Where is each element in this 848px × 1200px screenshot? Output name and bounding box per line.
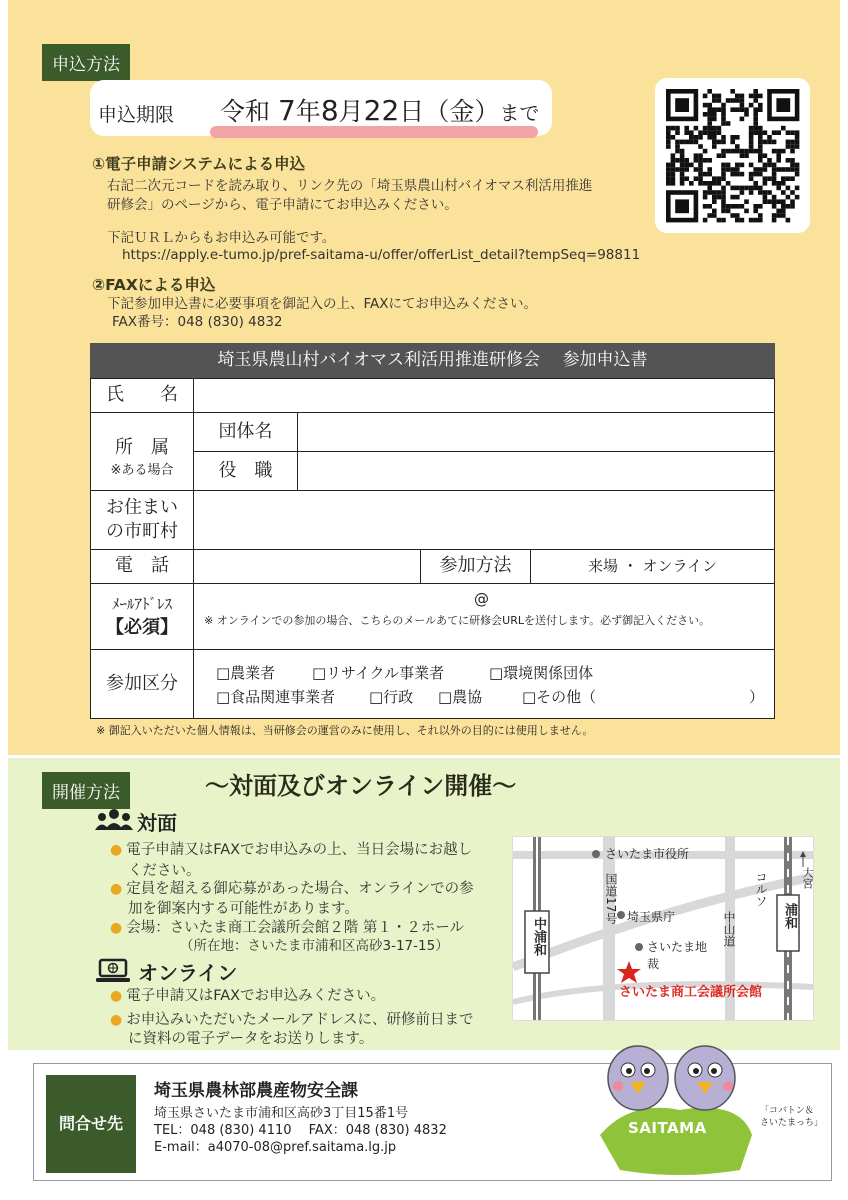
application-form	[90, 343, 775, 719]
position-field[interactable]	[297, 451, 775, 491]
inperson-item-1b: ください。	[128, 863, 201, 879]
form-title: 埼玉県農山村バイオマス利活用推進研修会 参加申込書	[90, 343, 775, 378]
online-title: オンライン	[138, 961, 238, 985]
method2-text: 下記参加申込書に必要事項を御記入の上、FAXにてお申込みください。	[107, 296, 538, 312]
map-naka-urawa: 中浦和	[531, 917, 546, 956]
deadline-month-unit: 月	[338, 97, 364, 126]
map-pref-office: 埼玉県庁	[627, 910, 676, 924]
event-headline: ～対面及びオンライン開催～	[205, 772, 517, 800]
online-item-2b: に資料の電子データをお送りします。	[128, 1031, 374, 1047]
map-urawa: 浦和	[782, 903, 797, 929]
affiliation-note: ※ある場合	[110, 463, 174, 478]
map-nakasendo: 中山道	[722, 911, 736, 947]
map-court: さいたま地裁	[647, 940, 708, 971]
mascot-caption-1: 「コバトン＆	[760, 1106, 814, 1116]
bullet-icon: ●	[110, 881, 123, 897]
contact-tag: 問合せ先	[46, 1075, 136, 1173]
bullet-icon: ●	[110, 842, 123, 858]
online-item-2	[110, 1010, 474, 1031]
name-label	[90, 378, 194, 413]
org-field[interactable]	[297, 412, 775, 452]
map-city-hall: さいたま市役所	[605, 847, 690, 861]
email-at-sign: @	[474, 590, 489, 608]
application-tag: 申込方法	[42, 44, 130, 81]
category-options	[193, 649, 775, 719]
phone-label	[90, 549, 194, 584]
contact-address: 埼玉県さいたま市浦和区高砂3丁目15番1号	[154, 1106, 409, 1121]
attend-method-options[interactable]	[530, 549, 775, 584]
inperson-item-1-text: 電子申請又はFAXでお申込みの上、当日会場にお越し	[126, 842, 473, 858]
deadline-month: 8	[320, 94, 339, 127]
category-agri[interactable]: □農業者	[216, 664, 276, 682]
deadline-label: 申込期限	[98, 104, 175, 126]
address-label-1: お住まい	[106, 497, 178, 518]
inperson-title: 対面	[137, 811, 177, 835]
event-tag: 開催方法	[42, 772, 130, 809]
contact-dept: 埼玉県農林部農産物安全課	[154, 1081, 358, 1101]
affiliation-label	[90, 412, 194, 491]
bullet-icon: ●	[110, 920, 123, 936]
inperson-item-2b: 加を御案内する可能性があります。	[128, 901, 359, 917]
phone-field[interactable]	[193, 549, 421, 584]
saitama-logo: SAITAMA	[628, 1119, 707, 1137]
category-coop[interactable]: □農協	[438, 688, 483, 706]
email-label	[90, 583, 194, 650]
mascot-caption-2: さいたまっち」	[760, 1118, 824, 1128]
phone-label-text: 電 話	[115, 555, 169, 576]
email-note: ※ オンラインでの参加の場合、こちらのメールあてに研修会URLを送付します。必ず御記入ください。	[204, 614, 711, 627]
inperson-item-3-text: 会場：さいたま商工会議所会館２階 第１・２ホール	[126, 920, 465, 936]
email-field[interactable]	[193, 583, 775, 650]
online-item-1-text: 電子申請又はFAXでお申込みください。	[126, 988, 386, 1004]
people-icon	[95, 808, 133, 836]
method2-title: ②FAXによる申込	[92, 276, 216, 294]
category-gov[interactable]: □行政	[369, 688, 414, 706]
inperson-item-1	[110, 840, 472, 861]
method1-title: ①電子申請システムによる申込	[92, 155, 306, 173]
deadline-date	[220, 92, 539, 128]
category-other-close: ）	[749, 688, 765, 706]
address-label	[90, 490, 194, 550]
mascot-caption	[760, 1105, 823, 1129]
map-venue: さいたま商工会議所会館	[619, 985, 763, 1000]
deadline-suffix: まで	[499, 101, 540, 125]
deadline-year-unit: 年	[295, 97, 321, 126]
deadline-era: 令和	[220, 97, 271, 126]
laptop-icon	[95, 958, 131, 988]
deadline-day: 22	[363, 94, 400, 127]
name-label-text: 氏 名	[106, 384, 178, 405]
category-label-text: 参加区分	[106, 673, 178, 694]
address-field[interactable]	[193, 490, 775, 550]
category-other[interactable]: □その他（	[522, 688, 597, 706]
contact-tel-fax: TEL：048 (830) 4110 FAX：048 (830) 4832	[154, 1123, 447, 1138]
category-food[interactable]: □食品関連事業者	[216, 688, 336, 706]
deadline-weekday: （金）	[424, 97, 500, 126]
inperson-item-2	[110, 879, 474, 900]
bullet-icon: ●	[110, 988, 123, 1004]
email-required: 【必須】	[106, 617, 178, 638]
category-env[interactable]: □環境関係団体	[489, 664, 594, 682]
map-omiya: 大宮	[801, 867, 814, 889]
attend-method-value: 来場 ・ オンライン	[587, 557, 718, 575]
bullet-icon: ●	[110, 1012, 123, 1028]
attend-method-label-text: 参加方法	[439, 555, 512, 576]
address-label-2: の市町村	[106, 521, 178, 542]
map-route17: 国道17号	[604, 873, 618, 925]
method1-text-1: 右記二次元コードを読み取り、リンク先の「埼玉県農山村バイオマス利活用推進	[107, 178, 593, 194]
name-field[interactable]	[193, 378, 775, 413]
venue-map	[512, 836, 814, 1021]
contact-email-link[interactable]: E-mail：a4070-08@pref.saitama.lg.jp	[154, 1140, 397, 1155]
position-label-text: 役 職	[218, 460, 273, 481]
attend-method-label	[420, 549, 531, 584]
org-label	[193, 412, 298, 452]
position-label	[193, 451, 298, 491]
email-label-1: ﾒｰﾙｱﾄﾞﾚｽ	[111, 595, 172, 613]
mascot-icon	[590, 1030, 760, 1184]
inperson-item-2-text: 定員を超える御応募があった場合、オンラインでの参	[126, 881, 474, 897]
category-label	[90, 649, 194, 719]
online-item-1	[110, 986, 385, 1007]
venue-address: （所在地：さいたま市浦和区高砂3-17-15）	[180, 938, 449, 954]
org-label-text: 団体名	[218, 421, 273, 442]
method1-text-2: 研修会」のページから、電子申請にてお申込みください。	[107, 197, 458, 213]
fax-number: FAX番号：048 (830) 4832	[112, 314, 283, 330]
deadline-day-unit: 日	[399, 97, 425, 126]
online-item-2-text: お申込みいただいたメールアドレスに、研修前日まで	[126, 1012, 474, 1028]
deadline-year: 7	[277, 94, 296, 127]
affiliation-label-text: 所 属	[115, 437, 169, 458]
category-recycle[interactable]: □リサイクル事業者	[312, 664, 445, 682]
privacy-note: ※ 御記入いただいた個人情報は、当研修会の運営のみに使用し、それ以外の目的には使用しません。	[96, 724, 594, 737]
map-corso: コルソ	[754, 871, 768, 907]
qr-code[interactable]	[655, 78, 810, 233]
application-url-link[interactable]: https://apply.e-tumo.jp/pref-saitama-u/offer/offerList_detail?tempSeq=98811	[122, 247, 641, 263]
method1-text-3: 下記ＵＲＬからもお申込み可能です。	[107, 230, 336, 246]
